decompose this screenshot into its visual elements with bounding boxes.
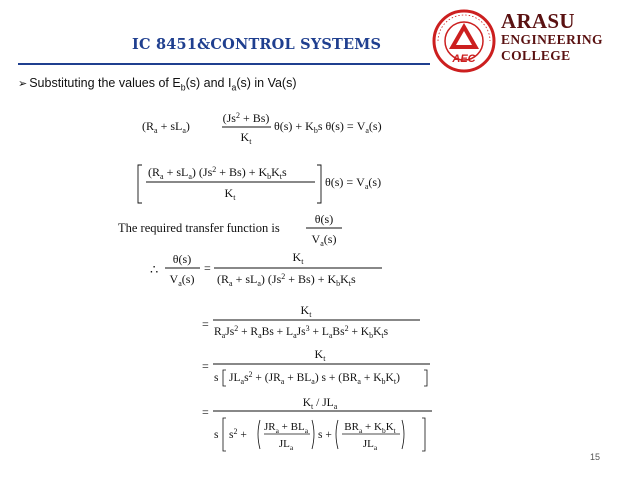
svg-text:(Ra + sLa) (Js2 + Bs) + KbKts: $(R_a + sL_a) (Js^2 + Bs) + K_bK_ts$ — [217, 272, 356, 288]
college-name-line2: ENGINEERING — [501, 32, 603, 47]
svg-text:(Ra + sLa) (Js2 + Bs) + KbKts: $(R_a + sL_a) (Js^2 + Bs) + K_bK_ts$ — [148, 165, 287, 181]
svg-text:Kt: $K_t$ — [292, 250, 304, 266]
college-name-line1: ARASU — [501, 9, 575, 33]
equation-block — [110, 108, 440, 453]
header-divider — [18, 63, 430, 65]
svg-text:s2 +: $s^2$ + — [229, 427, 247, 441]
equation-6 — [202, 397, 432, 452]
svg-text:Kt: $K_t$ — [300, 303, 312, 319]
svg-text:∴: ∴ — [150, 262, 159, 277]
bullet-arrow-icon: ➢ — [18, 78, 28, 90]
svg-text:(Js2 + Bs): $(Js^2 + Bs)$ — [222, 111, 270, 125]
svg-text:θ(s): θ(s) — [172, 252, 192, 266]
svg-text:BRa + KbKt: $BR_a + K_bK_t$ — [344, 421, 396, 435]
svg-text:(Ra + sLa): $(R_a + sL_a)$ — [142, 119, 190, 135]
svg-text:θ(s) + Kbs θ(s) = Va(s): $\theta(s) + K_bs$ $\theta(s) = V_a(s)$ — [274, 119, 382, 135]
bullet-point: ➢ Substituting the values of $E_b(s)$ and $I_a(s)$ in Va(s) — [18, 76, 297, 93]
transfer-function-label — [118, 212, 342, 248]
college-name — [501, 10, 603, 64]
svg-text:Kt / JLa: $K_t / JL_a$ — [302, 397, 338, 411]
svg-text:JLa: $JL_a$ — [362, 438, 378, 452]
college-name-line3: COLLEGE — [501, 48, 571, 63]
svg-text:RaJs2 + RaBs + LaJs3 + LaBs2 +: $R_aJs^2 + R_aBs + L_aJs^3 + L_aBs^2 + K_bK_ts$ — [214, 324, 389, 340]
svg-text:s: s — [214, 372, 219, 384]
equation-3 — [150, 250, 382, 288]
college-logo-icon — [432, 9, 496, 73]
svg-text:=: = — [202, 405, 209, 419]
svg-text:θ(s): θ(s) — [314, 212, 334, 226]
svg-text:The required transfer function: The required transfer function is — [118, 221, 280, 235]
svg-text:s: s — [214, 429, 219, 441]
svg-text:=: = — [202, 359, 209, 373]
page-number: 15 — [590, 452, 601, 462]
logo-monogram: AEC — [452, 53, 476, 65]
svg-text:JRa + BLa: $JR_a + BL_a$ — [263, 421, 309, 435]
svg-text:Va(s): $V_a(s)$ — [311, 232, 337, 248]
svg-text:=: = — [204, 261, 211, 275]
svg-text:JLas2 + (JRa + BLa) s + (BRa +: $JL_as^2 + (JR_a + BL_a) s + (BR_a + K_bK_t)$ — [229, 370, 400, 386]
equation-4 — [202, 303, 420, 340]
svg-text:Kt: $K_t$ — [240, 130, 252, 146]
svg-text:θ(s) = Va(s): $\theta(s) = V_a(s)$ — [325, 175, 382, 191]
svg-text:Va(s): $V_a(s)$ — [169, 272, 195, 288]
equation-2 — [138, 165, 381, 203]
page-title: IC 8451&CONTROL SYSTEMS — [132, 36, 382, 53]
equation-5 — [202, 347, 430, 386]
svg-text:Kt: $K_t$ — [314, 347, 326, 363]
svg-text:=: = — [202, 317, 209, 331]
equation-1 — [142, 111, 382, 146]
svg-text:Kt: $K_t$ — [224, 186, 236, 202]
svg-text:s +: s + — [318, 429, 332, 441]
svg-text:JLa: $JL_a$ — [278, 438, 294, 452]
